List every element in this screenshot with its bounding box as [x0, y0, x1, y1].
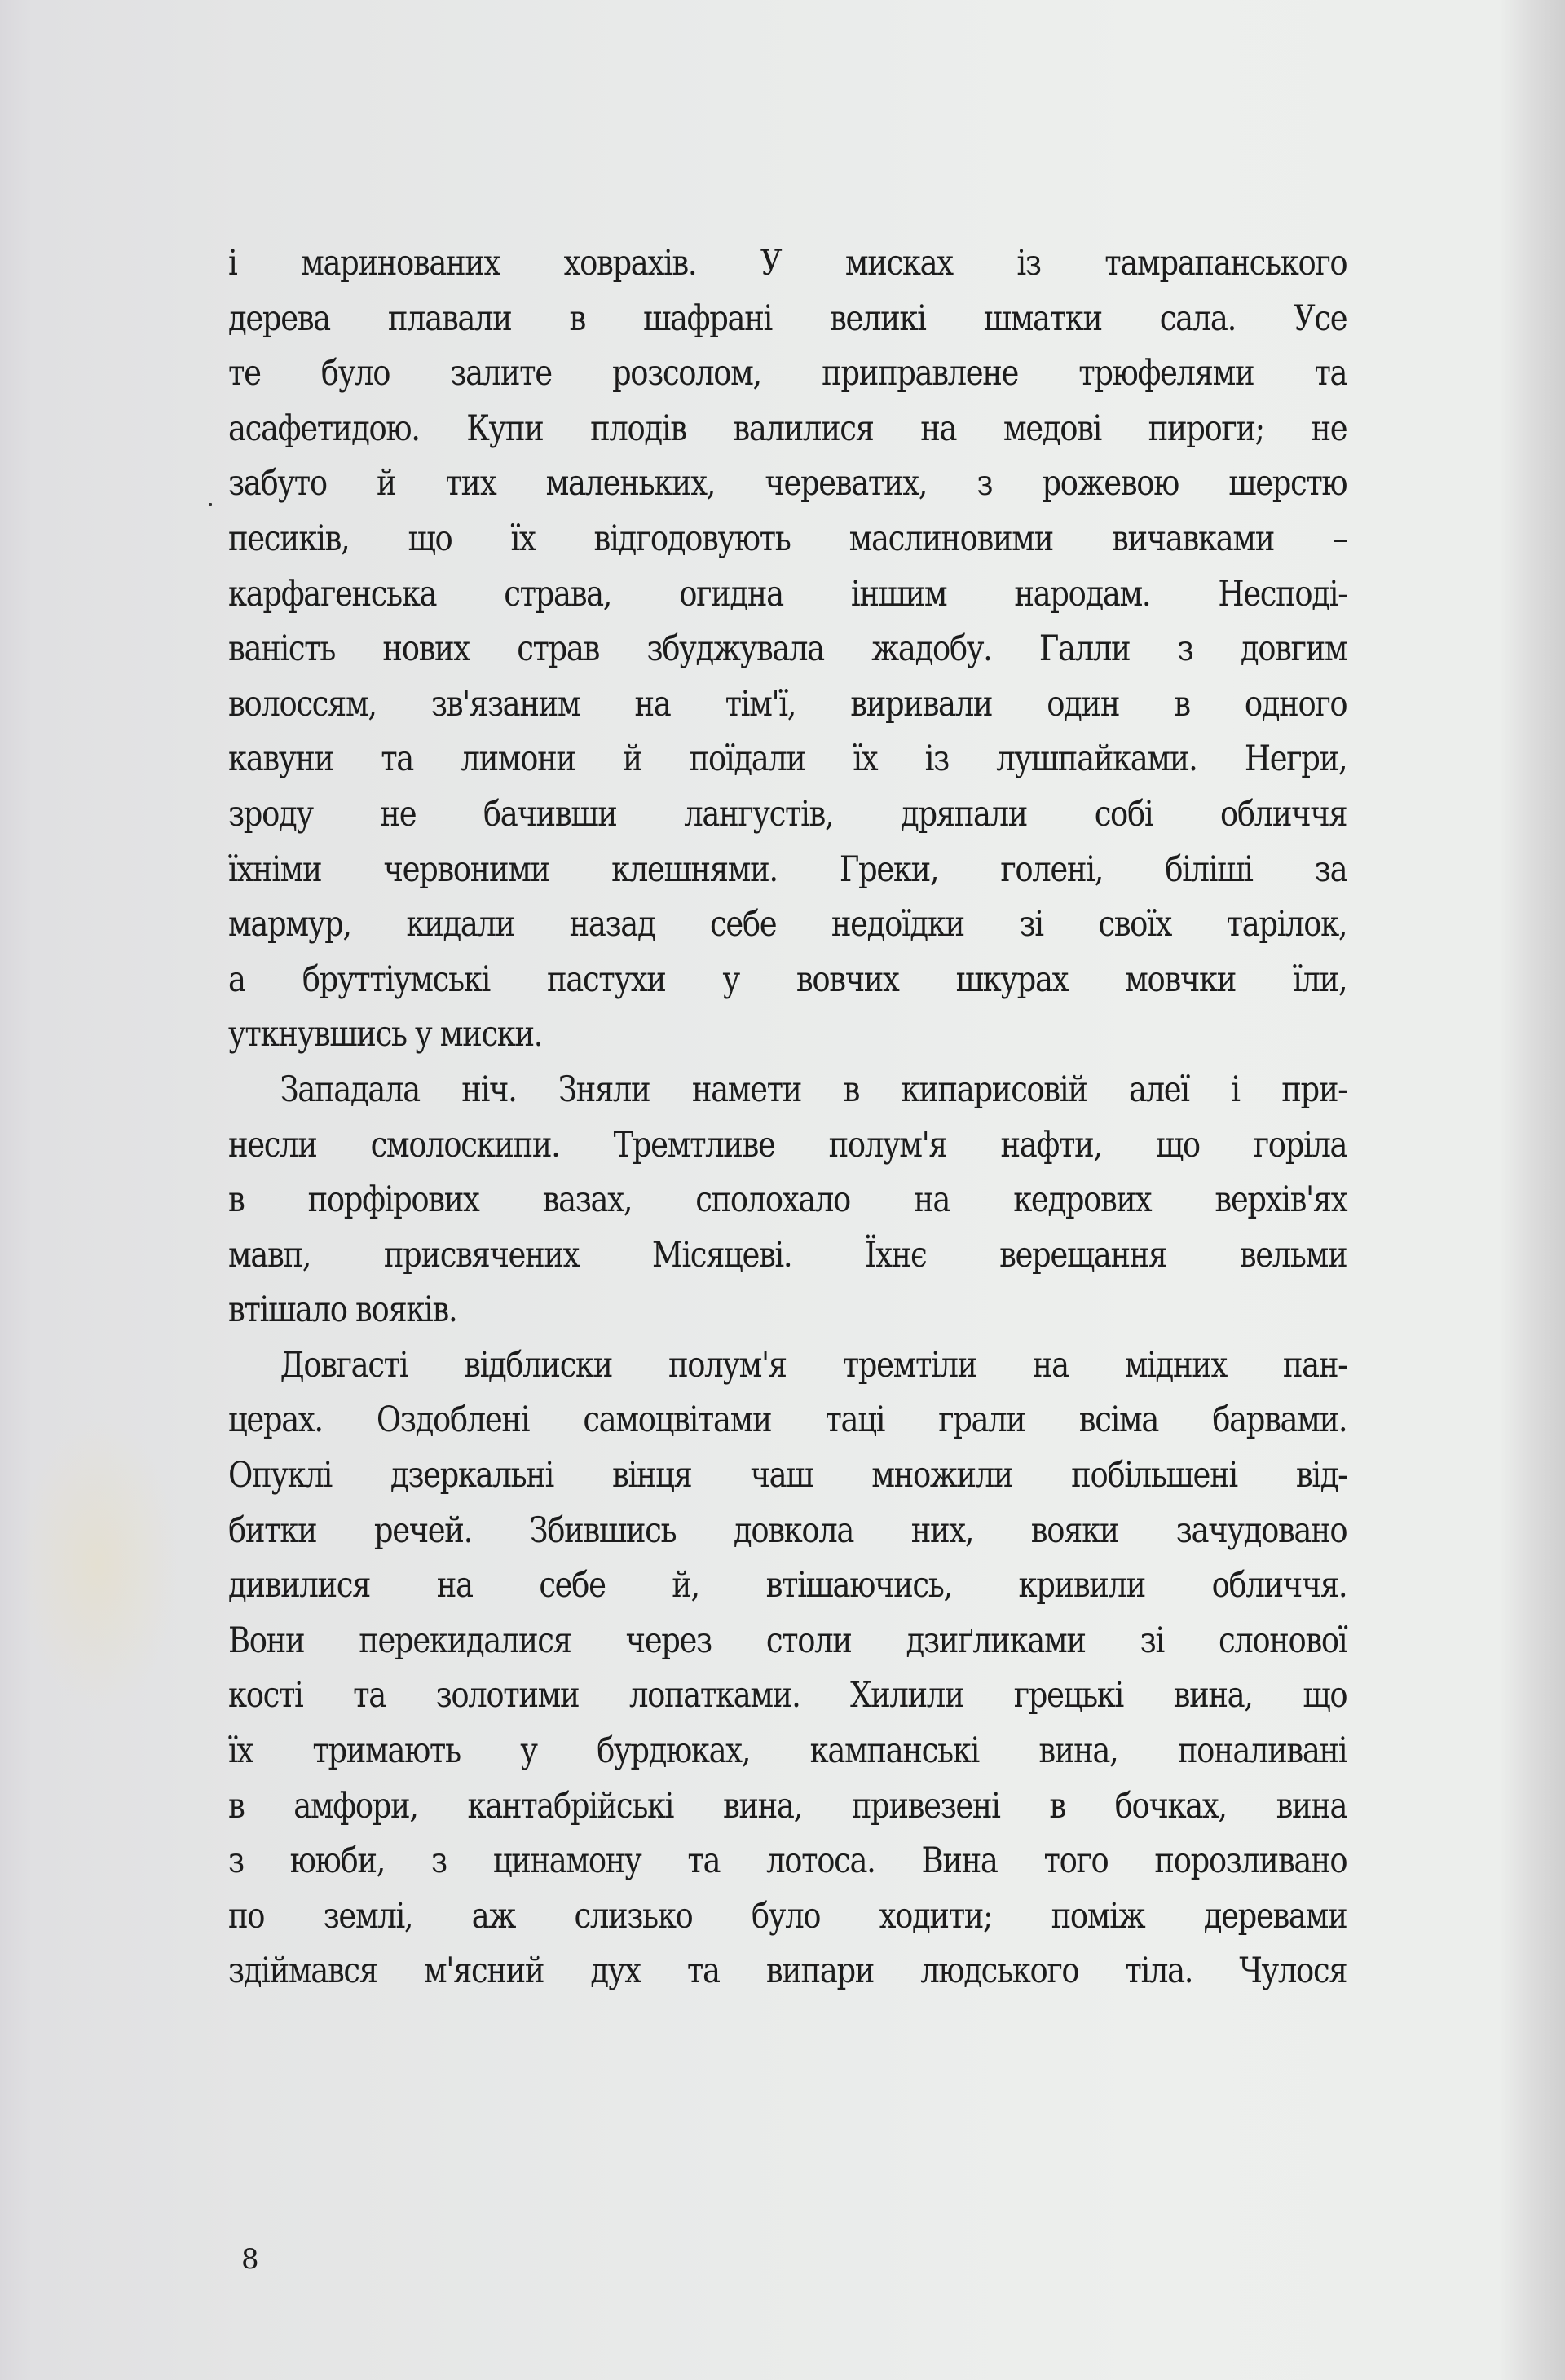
- text-line: в амфори, кантабрійські вина, привезені в бочках, вина: [228, 1785, 1347, 1827]
- text-line: їх тримають у бурдюках, кампанські вина, поналивані: [228, 1730, 1347, 1772]
- text-line: по землі, аж слизько було ходити; поміж деревами: [228, 1895, 1347, 1937]
- text-line: Западала ніч. Зняли намети в кипарисовій алеї і при-: [280, 1069, 1347, 1110]
- text-line: зроду не бачивши лангустів, дряпали собі обличчя: [228, 793, 1347, 835]
- text-line: і маринованих ховрахів. У мисках із тамрапанського: [228, 243, 1347, 284]
- text-line: Довгасті відблиски полум'я тремтіли на мідних пан-: [280, 1344, 1347, 1386]
- text-line: кості та золотими лопатками. Хилили грецькі вина, що: [228, 1675, 1347, 1717]
- text-line: їхніми червоними клешнями. Греки, голені, біліші за: [228, 848, 1347, 890]
- paper-stain: [16, 1418, 179, 1712]
- body-text: [228, 236, 1347, 1999]
- text-line: карфагенська страва, огидна іншим народам. Несподі-: [228, 573, 1347, 615]
- text-line: битки речей. Збившись довкола них, вояки зачудовано: [228, 1510, 1347, 1551]
- text-line: несли смолоскипи. Тремтливе полум'я нафти, що горіла: [228, 1124, 1347, 1166]
- text-line: дерева плавали в шафрані великі шматки сала. Усе: [228, 298, 1347, 339]
- text-line: здіймався м'ясний дух та випари людського тіла. Чулося: [228, 1950, 1347, 1992]
- text-line: асафетидою. Купи плодів валилися на медові пироги; не: [228, 408, 1347, 449]
- text-line: кавуни та лимони й поїдали їх із лушпайками. Негри,: [228, 738, 1347, 780]
- text-line: забуто й тих маленьких, череватих, з рожевою шерстю: [228, 463, 1347, 505]
- text-line: а бруттіумські пастухи у вовчих шкурах мовчки їли,: [228, 959, 1347, 1000]
- text-line: в порфірових вазах, сполохало на кедрових верхів'ях: [228, 1179, 1347, 1221]
- text-line: мавп, присвячених Місяцеві. Їхнє верещання вельми: [228, 1234, 1347, 1276]
- text-line: втішало вояків.: [228, 1289, 457, 1331]
- margin-mark: [209, 503, 212, 506]
- text-line: дивилися на себе й, втішаючись, кривили обличчя.: [228, 1565, 1347, 1606]
- text-line: Вони перекидалися через столи дзиґликами зі слонової: [228, 1620, 1347, 1661]
- text-line: песиків, що їх відгодовують маслиновими вичавками –: [228, 518, 1347, 559]
- page-number: 8: [241, 2243, 259, 2276]
- text-line: те було залите розсолом, приправлене трюфелями та: [228, 353, 1347, 394]
- text-line: уткнувшись у миски.: [228, 1014, 543, 1056]
- text-line: церах. Оздоблені самоцвітами таці грали всіма барвами.: [228, 1399, 1347, 1441]
- text-line: ваність нових страв збуджувала жадобу. Галли з довгим: [228, 628, 1347, 670]
- text-line: Опуклі дзеркальні вінця чаш множили побільшені від-: [228, 1455, 1347, 1496]
- text-line: мармур, кидали назад себе недоїдки зі своїх тарілок,: [228, 904, 1347, 945]
- text-line: волоссям, зв'язаним на тім'ї, виривали один в одного: [228, 683, 1347, 725]
- text-line: з ююби, з цинамону та лотоса. Вина того порозливано: [228, 1840, 1347, 1882]
